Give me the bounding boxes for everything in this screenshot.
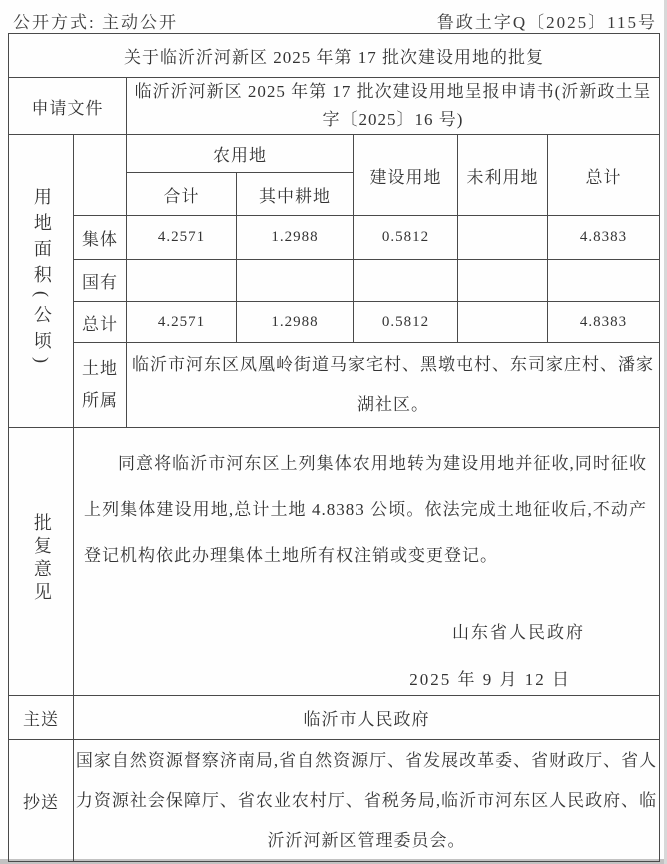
approval-signer: 山东省人民政府 [452,623,586,643]
main-recipient-label: 主送 [9,696,74,740]
column-header-agricultural: 农用地 [127,135,354,173]
approval-opinion-text: 同意将临沂市河东区上列集体农用地转为建设用地并征收,同时征收上列集体建设用地,总计土地 4.8383 公顷。依法完成土地征收后,不动产登记机构依此办理集体土地所有权注销或变更登记。 [84,453,648,565]
table-row-total [9,302,660,343]
application-doc-value: 临沂沂河新区 2025 年第 17 批次建设用地呈报申请书(沂新政土呈字〔2025〕16 号) [127,78,660,135]
approval-opinion-label: 批复意见 [31,513,52,606]
column-header-construction: 建设用地 [354,135,458,216]
application-doc-label: 申请文件 [9,78,127,135]
total-total: 4.8383 [548,302,660,343]
column-header-agri-cultivated: 其中耕地 [237,173,354,216]
publicity-method: 公开方式: 主动公开 [13,13,178,32]
approval-opinion-label-cell [9,428,74,696]
cc-recipient-label: 抄送 [9,740,74,862]
document-title: 关于临沂沂河新区 2025 年第 17 批次建设用地的批复 [9,34,660,78]
total-agri-subtotal: 4.2571 [127,302,237,343]
row-label-total: 总计 [74,302,127,343]
collective-agri-subtotal: 4.2571 [127,216,237,260]
land-ownership-label: 土地所属 [74,343,127,428]
cc-recipient-value: 国家自然资源督察济南局,省自然资源厅、省发展改革委、省财政厅、省人力资源社会保障厅、省农业农村厅、省税务局,临沂市河东区人民政府、临沂沂河新区管理委员会。 [74,740,660,862]
main-recipient-value: 临沂市人民政府 [74,696,660,740]
total-unused [458,302,548,343]
area-corner-cell [74,135,127,216]
land-area-label-cell [9,135,74,428]
state-total [548,260,660,302]
total-construction: 0.5812 [354,302,458,343]
approval-document-table [8,33,660,862]
approval-date: 2025 年 9 月 12 日 [409,670,572,690]
state-agri-subtotal [127,260,237,302]
collective-agri-cultivated: 1.2988 [237,216,354,260]
column-header-agri-subtotal: 合计 [127,173,237,216]
column-header-total: 总计 [548,135,660,216]
table-row-collective [9,216,660,260]
approval-opinion-cell [74,428,660,696]
collective-total: 4.8383 [548,216,660,260]
column-header-unused: 未利用地 [458,135,548,216]
row-label-state-owned: 国有 [74,260,127,302]
document-topline [0,0,667,32]
collective-unused [458,216,548,260]
total-agri-cultivated: 1.2988 [237,302,354,343]
state-unused [458,260,548,302]
table-row-state-owned [9,260,660,302]
doc-number: 鲁政土字Q〔2025〕115号 [436,13,657,32]
state-agri-cultivated [237,260,354,302]
land-ownership-value: 临沂市河东区凤凰岭街道马家宅村、黑墩屯村、东司家庄村、潘家湖社区。 [127,343,660,428]
row-label-collective: 集体 [74,216,127,260]
collective-construction: 0.5812 [354,216,458,260]
land-area-label: 用地面积(公顷) [31,186,52,371]
state-construction [354,260,458,302]
